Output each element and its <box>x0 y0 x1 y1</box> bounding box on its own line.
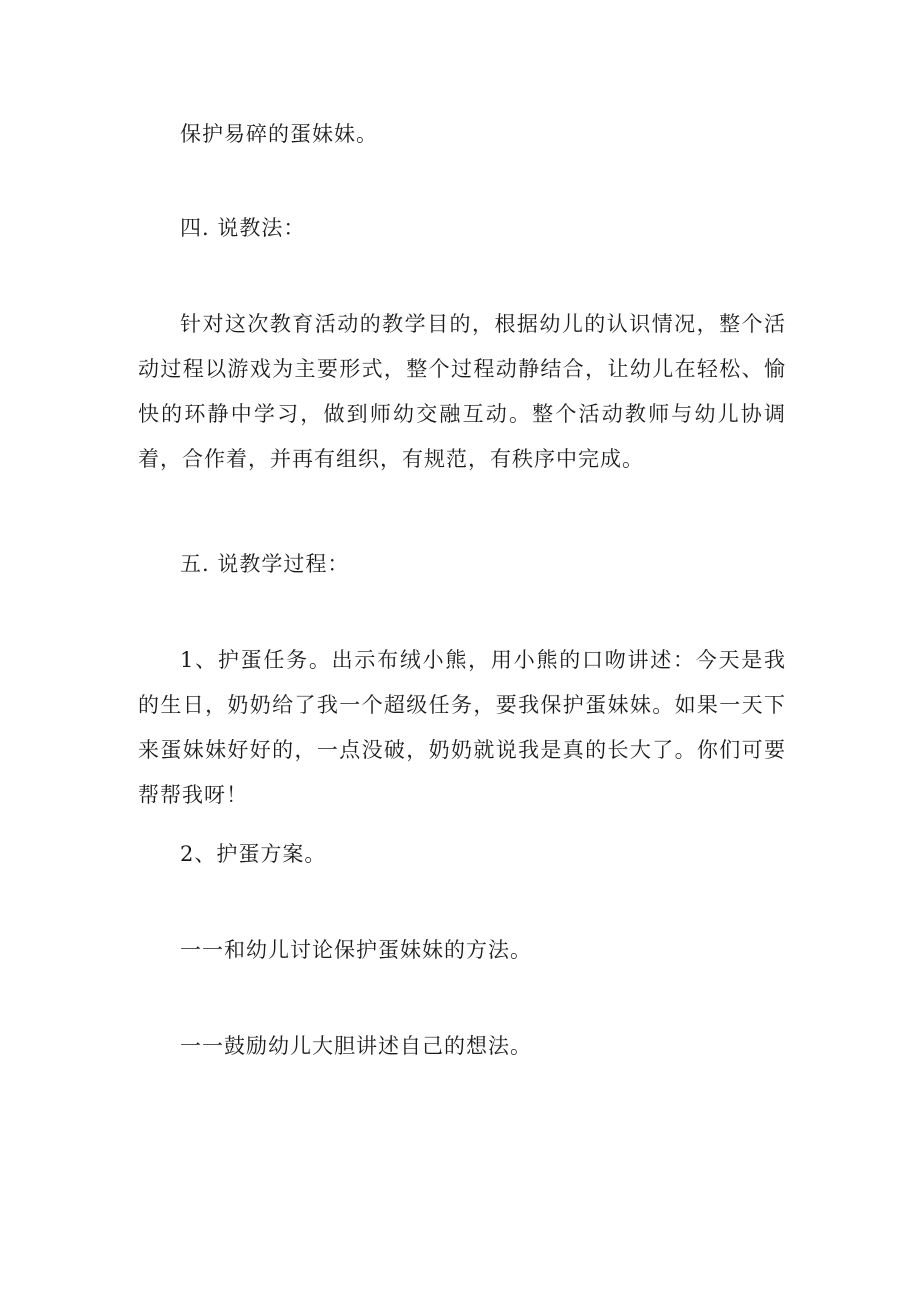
section-heading-teaching-method: 四. 说教法： <box>180 216 306 240</box>
paragraph-encourage-ideas: 一一鼓励幼儿大胆讲述自己的想法。 <box>180 1034 532 1058</box>
section-heading-teaching-process: 五. 说教学过程： <box>180 552 350 576</box>
paragraph-egg-task: 1、护蛋任务。出示布绒小熊，用小熊的口吻讲述：今天是我的生日，奶奶给了我一个超级任务，要我保护蛋妹妹。如果一天下来蛋妹妹好好的，一点没破，奶奶就说我是真的长大了。你们可要帮帮我呀！ <box>138 648 786 807</box>
paragraph-discuss-methods: 一一和幼儿讨论保护蛋妹妹的方法。 <box>180 938 532 962</box>
paragraph-teaching-method: 针对这次教育活动的教学目的，根据幼儿的认识情况，整个活动过程以游戏为主要形式，整个过程动静结合，让幼儿在轻松、愉快的环静中学习，做到师幼交融互动。整个活动教师与幼儿协调着，合作着，并再有组织，有规范，有秩序中完成。 <box>138 312 786 471</box>
paragraph-egg-plan: 2、护蛋方案。 <box>180 842 327 866</box>
paragraph-protect-egg: 保护易碎的蛋妹妹。 <box>180 122 378 146</box>
